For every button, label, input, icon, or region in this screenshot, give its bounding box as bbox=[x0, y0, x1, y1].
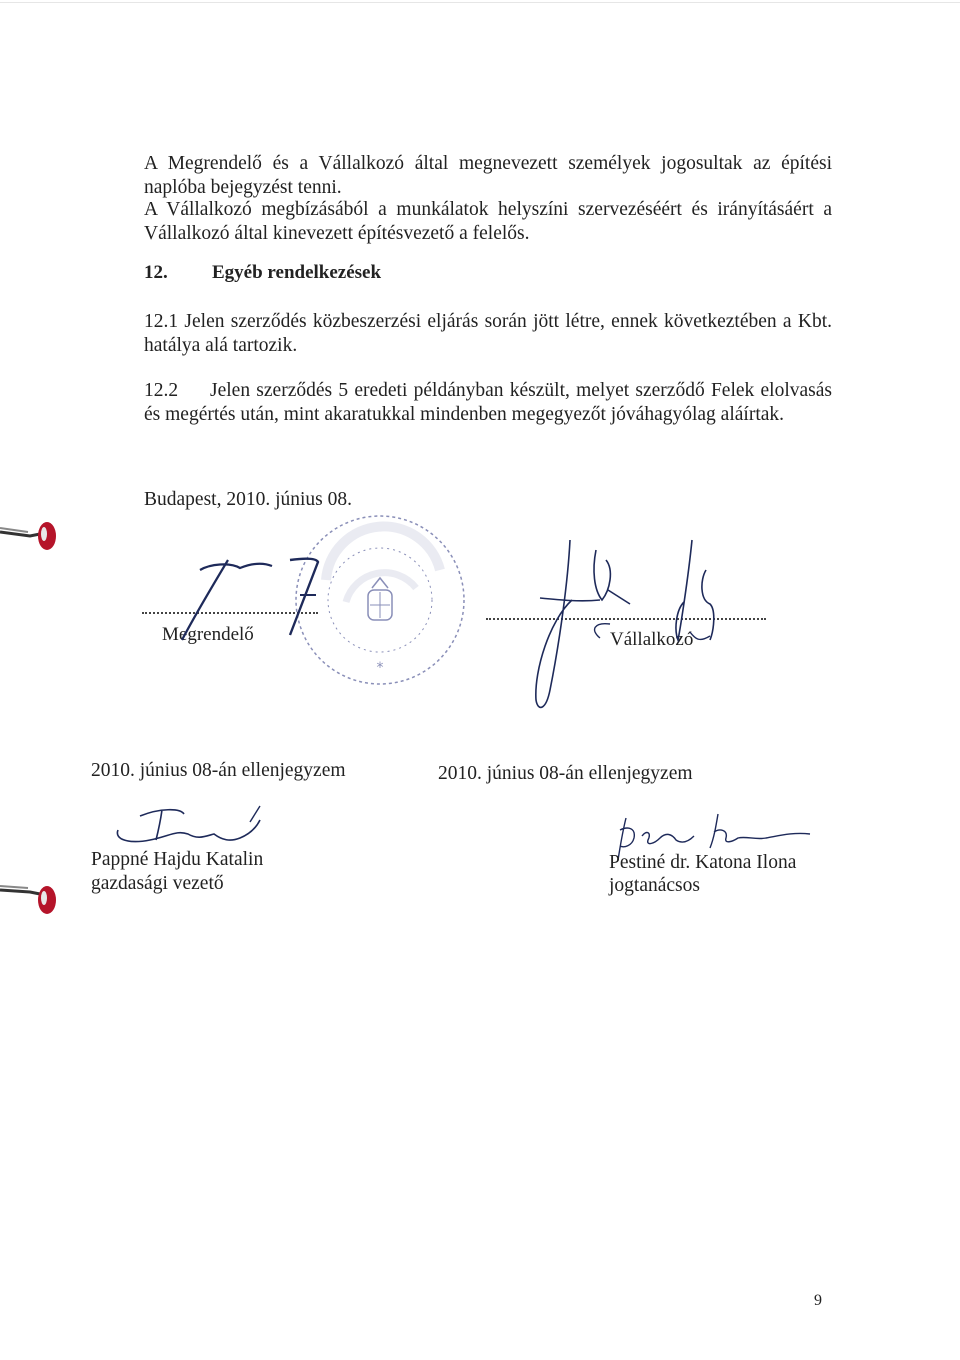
svg-text:*: * bbox=[376, 660, 384, 676]
intro-paragraph-1: A Megrendelő és a Vállalkozó által megnevezett személyek jogosultak az építési naplóba bejegyzést tenni. bbox=[144, 153, 832, 198]
section-heading bbox=[144, 262, 381, 284]
signature-megrendelo bbox=[140, 540, 340, 650]
clause-12-1: 12.1 Jelen szerződés közbeszerzési eljárás során jött létre, ennek következtében a Kbt. hatálya alá tartozik. bbox=[144, 311, 832, 356]
signatory-label-left: Megrendelő bbox=[162, 624, 254, 645]
countersign-name-left: Pappné Hajdu Katalin bbox=[91, 849, 264, 870]
binder-clip-top bbox=[0, 512, 62, 552]
signature-pappne bbox=[110, 800, 280, 856]
section-title: Egyéb rendelkezések bbox=[212, 262, 382, 283]
top-edge-line bbox=[0, 2, 960, 3]
signature-vallalkozo bbox=[510, 520, 740, 720]
clause-12-2-text: Jelen szerződés 5 eredeti példányban készült, melyet szerződő Felek elolvasás és megértés után, mint akaratukkal mindenben megegyezőt jóváhagyólag aláírtak. bbox=[144, 380, 832, 425]
countersign-role-left: gazdasági vezető bbox=[91, 873, 224, 894]
place-date: Budapest, 2010. június 08. bbox=[144, 489, 352, 510]
binder-clip-bottom bbox=[0, 876, 62, 916]
page-number: 9 bbox=[814, 1292, 822, 1309]
countersign-date-right: 2010. június 08-án ellenjegyzem bbox=[438, 763, 693, 784]
section-number: 12. bbox=[144, 262, 168, 283]
clause-12-2-number: 12.2 bbox=[144, 380, 179, 401]
countersign-name-right: Pestiné dr. Katona Ilona bbox=[609, 852, 797, 873]
intro-paragraph-2: A Vállalkozó megbízásából a munkálatok helyszíni szervezéséért és irányításáért a Vállalkozó által kinevezett építésvezető a felelős. bbox=[144, 199, 832, 244]
countersign-role-right: jogtanácsos bbox=[609, 875, 700, 896]
signatory-label-right: Vállalkozó bbox=[610, 629, 694, 650]
clause-12-2 bbox=[144, 379, 832, 427]
countersign-date-left: 2010. június 08-án ellenjegyzem bbox=[91, 760, 346, 781]
